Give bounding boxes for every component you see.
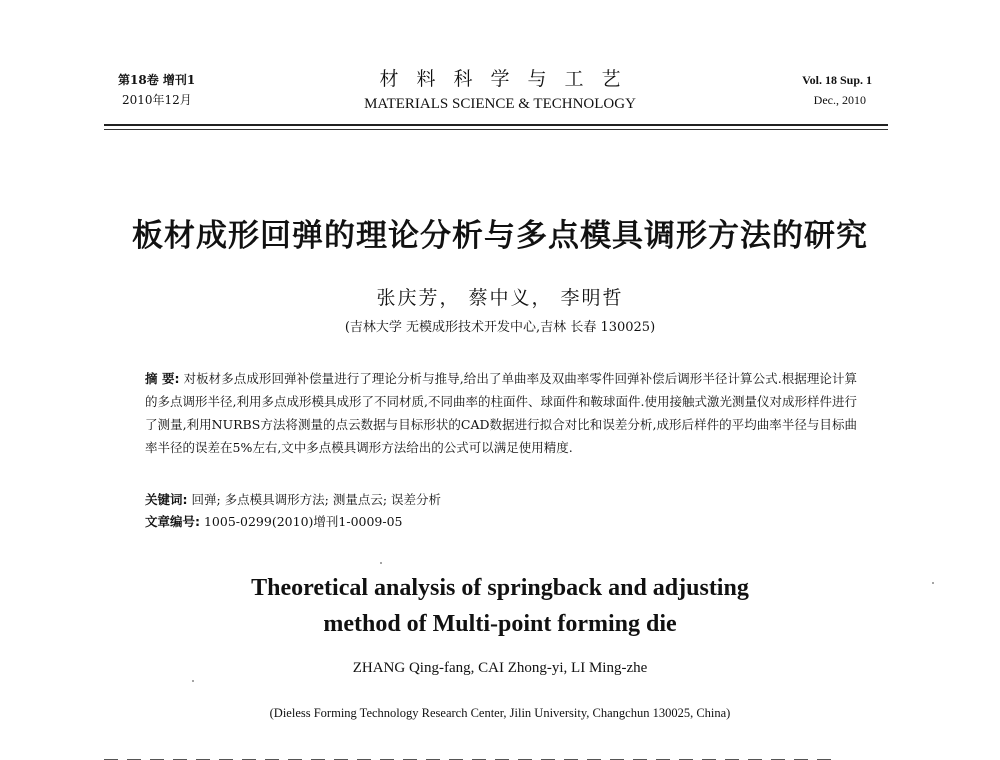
abstract-label: 摘 要: bbox=[145, 371, 180, 386]
issue-info bbox=[118, 70, 195, 110]
cut-off-text-line bbox=[104, 748, 884, 760]
date-en: Dec., 2010 bbox=[813, 93, 866, 107]
abstract-text: 对板材多点成形回弹补偿量进行了理论分析与推导,给出了单曲率及双曲率零件回弹补偿后调形半径计算公式.根据理论计算的多点调形半径,利用多点成形模具成形了不同材质,不同曲率的柱面件、球面件和鞍球面件.使用接触式激光测量仪对成形样件进行了测量,利用NURBS方法将测量的点云数据与目标形状的CAD数据进行拟合对比和误差分析,成形后样件的平均曲率半径与目标曲率半径的误差在5%左右,文中多点模具调形方法给出的公式可以满足使用精度. bbox=[145, 371, 857, 455]
paper-title-en bbox=[150, 570, 850, 642]
issue-date: 2010年12月 bbox=[122, 93, 192, 107]
scan-speck bbox=[192, 680, 194, 682]
header-rule-thin bbox=[104, 129, 888, 130]
paper-title-en-line1: Theoretical analysis of springback and adjusting bbox=[251, 575, 749, 601]
journal-name-en: MATERIALS SCIENCE & TECHNOLOGY bbox=[364, 96, 636, 112]
volume-issue: 第18卷 增刊1 bbox=[118, 73, 196, 87]
article-number-label: 文章编号: bbox=[145, 514, 200, 529]
scan-speck bbox=[380, 562, 382, 564]
authors-en: ZHANG Qing-fang, CAI Zhong-yi, LI Ming-zhe bbox=[352, 660, 648, 676]
article-number bbox=[145, 512, 857, 532]
paper-title-en-line2: method of Multi-point forming die bbox=[323, 611, 677, 637]
authors-cn: 张庆芳， 蔡中义， 李明哲 bbox=[376, 287, 624, 309]
affiliation-en: (Dieless Forming Technology Research Center, Jilin University, Changchun 130025, China) bbox=[269, 706, 731, 720]
affiliation-cn: (吉林大学 无模成形技术开发中心,吉林 长春 130025) bbox=[344, 320, 656, 335]
keywords-label: 关键词: bbox=[145, 492, 188, 507]
volume-info-en bbox=[802, 70, 872, 110]
abstract-cn bbox=[145, 367, 857, 459]
volume-en: Vol. 18 Sup. 1 bbox=[802, 73, 872, 87]
keywords-cn bbox=[145, 490, 857, 510]
journal-masthead bbox=[330, 66, 670, 114]
journal-name-cn: 材料科学与工艺 bbox=[379, 68, 639, 90]
keywords-text: 回弹; 多点模具调形方法; 测量点云; 误差分析 bbox=[191, 492, 442, 507]
header-rule-thick bbox=[104, 124, 888, 126]
paper-title-cn: 板材成形回弹的理论分析与多点模具调形方法的研究 bbox=[132, 218, 868, 254]
scan-speck bbox=[932, 582, 934, 584]
article-number-text: 1005-0299(2010)增刊1-0009-05 bbox=[203, 514, 403, 529]
